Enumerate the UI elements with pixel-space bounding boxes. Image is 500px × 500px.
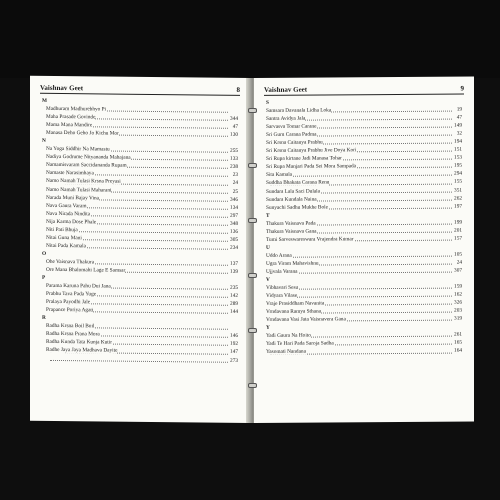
entry-title: Nava Nirada Nindita [42,210,90,217]
entry-title: Parama Karuna Pahu Dui Jana [42,283,111,290]
stitch [248,383,257,388]
entry-page-number: 351 [454,187,462,194]
stitch [248,273,257,278]
entry-page-number: 32 [456,130,462,137]
right-page-header [264,83,464,96]
right-page-number: 9 [460,84,464,93]
entry-page-number: 47 [232,123,238,131]
entry-title: Sarvasva Tomar Carane [266,123,317,131]
entry-title: Sundara Lala Saci Dulala [266,188,320,195]
entry-page-number: 305 [230,236,238,243]
section-letter: Y [266,325,270,332]
section-letter: S [266,99,269,106]
entry-title: Sri Rupa Manjari Pada Sei Mora Sampada [266,163,357,171]
right-page-title: Vaishnav Geet [264,85,308,94]
section-letter: N [42,138,46,145]
entry-page-number: 24 [456,259,462,266]
section-letter: M [42,97,47,104]
stitch [248,108,257,113]
entry-title: Na Yoga Siddhir Na Mamastu [42,146,110,153]
entry-page-number: 105 [454,251,462,258]
entry-title: Ohe Vaisnava Thakura [42,259,94,266]
entry-page-number: 289 [230,300,238,308]
stitch [248,218,257,223]
entry-title: Namaste Narasimhaya [42,170,94,177]
entry-title: Radha Krsna Boil Boil [42,323,94,330]
entry-title: Thakura Vaisnava Gana [266,228,317,235]
entry-page-number: 142 [230,292,238,299]
entry-page-number: 294 [454,170,462,178]
left-index-list [42,97,238,365]
entry-title: Madhuram Madhurebhyo Pi [42,106,106,113]
left-page-title: Vaishnav Geet [40,83,84,93]
entry-title: Namo Namah Tulasi Krsna Preyasi [42,178,121,185]
entry-page-number: 157 [454,235,462,242]
entry-title: Vibhavari Sesu [266,284,299,291]
entry-title: Namo Namah Tulasi Maharani [42,186,111,193]
stitch [248,328,257,333]
entry-title: Prabhu Tava Pada Yuge [42,291,96,298]
entry-page-number: 147 [230,349,238,356]
entry-title [42,355,46,361]
entry-title: Uddo Arana [266,252,292,259]
entry-page-number: 47 [456,114,462,121]
entry-page-number: 165 [454,339,462,347]
entry-title: Sri Guru Carana Padma [266,131,317,139]
entry-page-number: 164 [454,348,462,355]
binding-stitches [243,108,261,408]
entry-page-number: 146 [230,333,238,340]
entry-title: Maha Prasade Govinde [42,114,95,121]
entry-page-number: 261 [454,331,462,338]
entry-page-number: 192 [230,341,238,348]
entry-page-number: 234 [230,244,238,251]
entry-page-number: 348 [230,220,238,227]
entry-title: Nija Karma Dose Phale [42,219,96,226]
entry-title: Namamisvaram Saccidananda Rupam [42,162,127,169]
entry-title: Sunyachi Sadhu Mukhe Bole [266,204,328,211]
entry-title: Yadi Te Hari Pada Saroja Sadha [266,340,334,348]
entry-page-number: 162 [454,291,462,298]
background-top [0,0,500,78]
entry-page-number: 130 [230,131,238,139]
entry-page-number: 137 [230,260,238,267]
entry-page-number: 297 [230,212,238,219]
entry-page-number: 194 [454,138,462,145]
entry-title: Radha Kunda Tata Kunja Kutir [42,339,112,346]
entry-title: Thakura Vaisnava Pada [266,220,316,227]
entry-page-number: 155 [454,179,462,186]
entry-title: Tumi Sarveswareswara Vrajendra Kumar [266,236,354,243]
entry-title: Manasa Deho Geho Jo Kichu Mor [42,130,119,137]
entry-title: Vrndavana Vasi Jata Vaisnavera Gana [266,316,346,324]
entry-page-number: 273 [230,357,238,364]
entry-page-number: 24 [232,180,238,187]
entry-page-number: 144 [230,309,238,316]
entry-title: Nitai Guna Mani [42,235,82,241]
entry-page-number: 255 [230,148,238,155]
entry-title: Nitai Pada Kamala [42,243,86,249]
section-letter: V [266,276,270,283]
entry-title: Suddha Bhakata Carana Renu [266,179,330,187]
entry-title: Prapance Poriya Agati [42,307,93,314]
entry-title: Niti Pati Bhuja [42,227,78,233]
entry-page-number: 134 [230,204,238,211]
entry-title: Mama Mana Mandire [42,122,92,129]
entry-title: Sri Krsna Caitanya Prabhu [266,139,323,147]
entry-page-number: 197 [454,203,462,210]
section-letter: U [266,244,270,251]
entry-page-number: 346 [230,196,238,203]
entry-title: Radhe Jaya Jaya Madhava Dayite [42,347,117,354]
section-letter: R [42,315,46,322]
entry-title: Vraje Prasiddham Navanita [266,300,325,308]
entry-title: Vrndavana Ramya Sthana [266,308,321,316]
entry-page-number: 238 [230,164,238,171]
entry-page-number: 262 [454,195,462,202]
index-entry [266,347,462,356]
right-index-list [266,98,462,357]
entry-page-number: 201 [454,227,462,234]
entry-title: Pralaya Payodhi Jale [42,299,90,306]
entry-title: Ujjvala Varana [266,268,298,275]
index-entry [42,354,238,364]
entry-page-number: 139 [230,268,238,275]
entry-title: Sri Krsna Caitanya Prabhu Jive Doya Kori [266,147,357,155]
entry-page-number: 235 [230,284,238,291]
entry-title: Narada Muni Bajay Vina [42,194,99,201]
entry-title: Samsara Davanala Lidha Loka [266,107,332,114]
entry-title: Sita Kamala [266,172,293,179]
entry-title: Vidyara Vilase [266,292,298,300]
section-letter: T [266,212,270,219]
entry-page-number: 199 [454,219,462,226]
entry-page-number: 195 [454,162,462,169]
section-letter: O [42,250,47,257]
entry-title: Ore Mana Bhalomahi Lage E Samsar [42,267,125,274]
entry-title: Santra Avidya Jala [266,115,306,123]
entry-page-number: 133 [230,156,238,163]
entry-page-number: 344 [230,115,238,122]
entry-title: Nava Gaura Varam [42,202,87,208]
entry-page-number: 203 [454,307,462,314]
entry-page-number: 149 [454,122,462,129]
open-book [30,78,474,423]
left-page [30,76,250,423]
entry-page-number: 326 [454,299,462,306]
entry-page-number: 23 [232,172,238,179]
entry-page-number: 159 [454,283,462,290]
entry-page-number: 307 [454,267,462,274]
entry-title: Ugra Viram Mahavishnu [266,260,319,267]
left-page-number: 8 [236,85,240,94]
entry-page-number: 19 [456,106,462,113]
left-page-header [40,82,240,96]
entry-title: Nadiya Godrume Nityananda Mahajana [42,154,131,161]
entry-title: Sri Rupa kirtane Jadi Manasa Tohar [266,155,342,163]
entry-title: Yadi Gaura Na Hoito [266,332,311,340]
stitch [248,163,257,168]
entry-page-number: 25 [232,188,238,195]
entry-title: Yasomati Nandana [266,349,306,356]
entry-page-number: 151 [454,146,462,153]
section-letter: P [42,274,46,281]
entry-page-number: 136 [230,228,238,235]
right-page [254,76,474,423]
entry-title: Sundara Kundala Naina [266,196,317,203]
entry-page-number: 319 [454,315,462,322]
entry-title: Radha Krsna Prana Mora [42,331,100,338]
entry-page-number: 153 [454,154,462,161]
